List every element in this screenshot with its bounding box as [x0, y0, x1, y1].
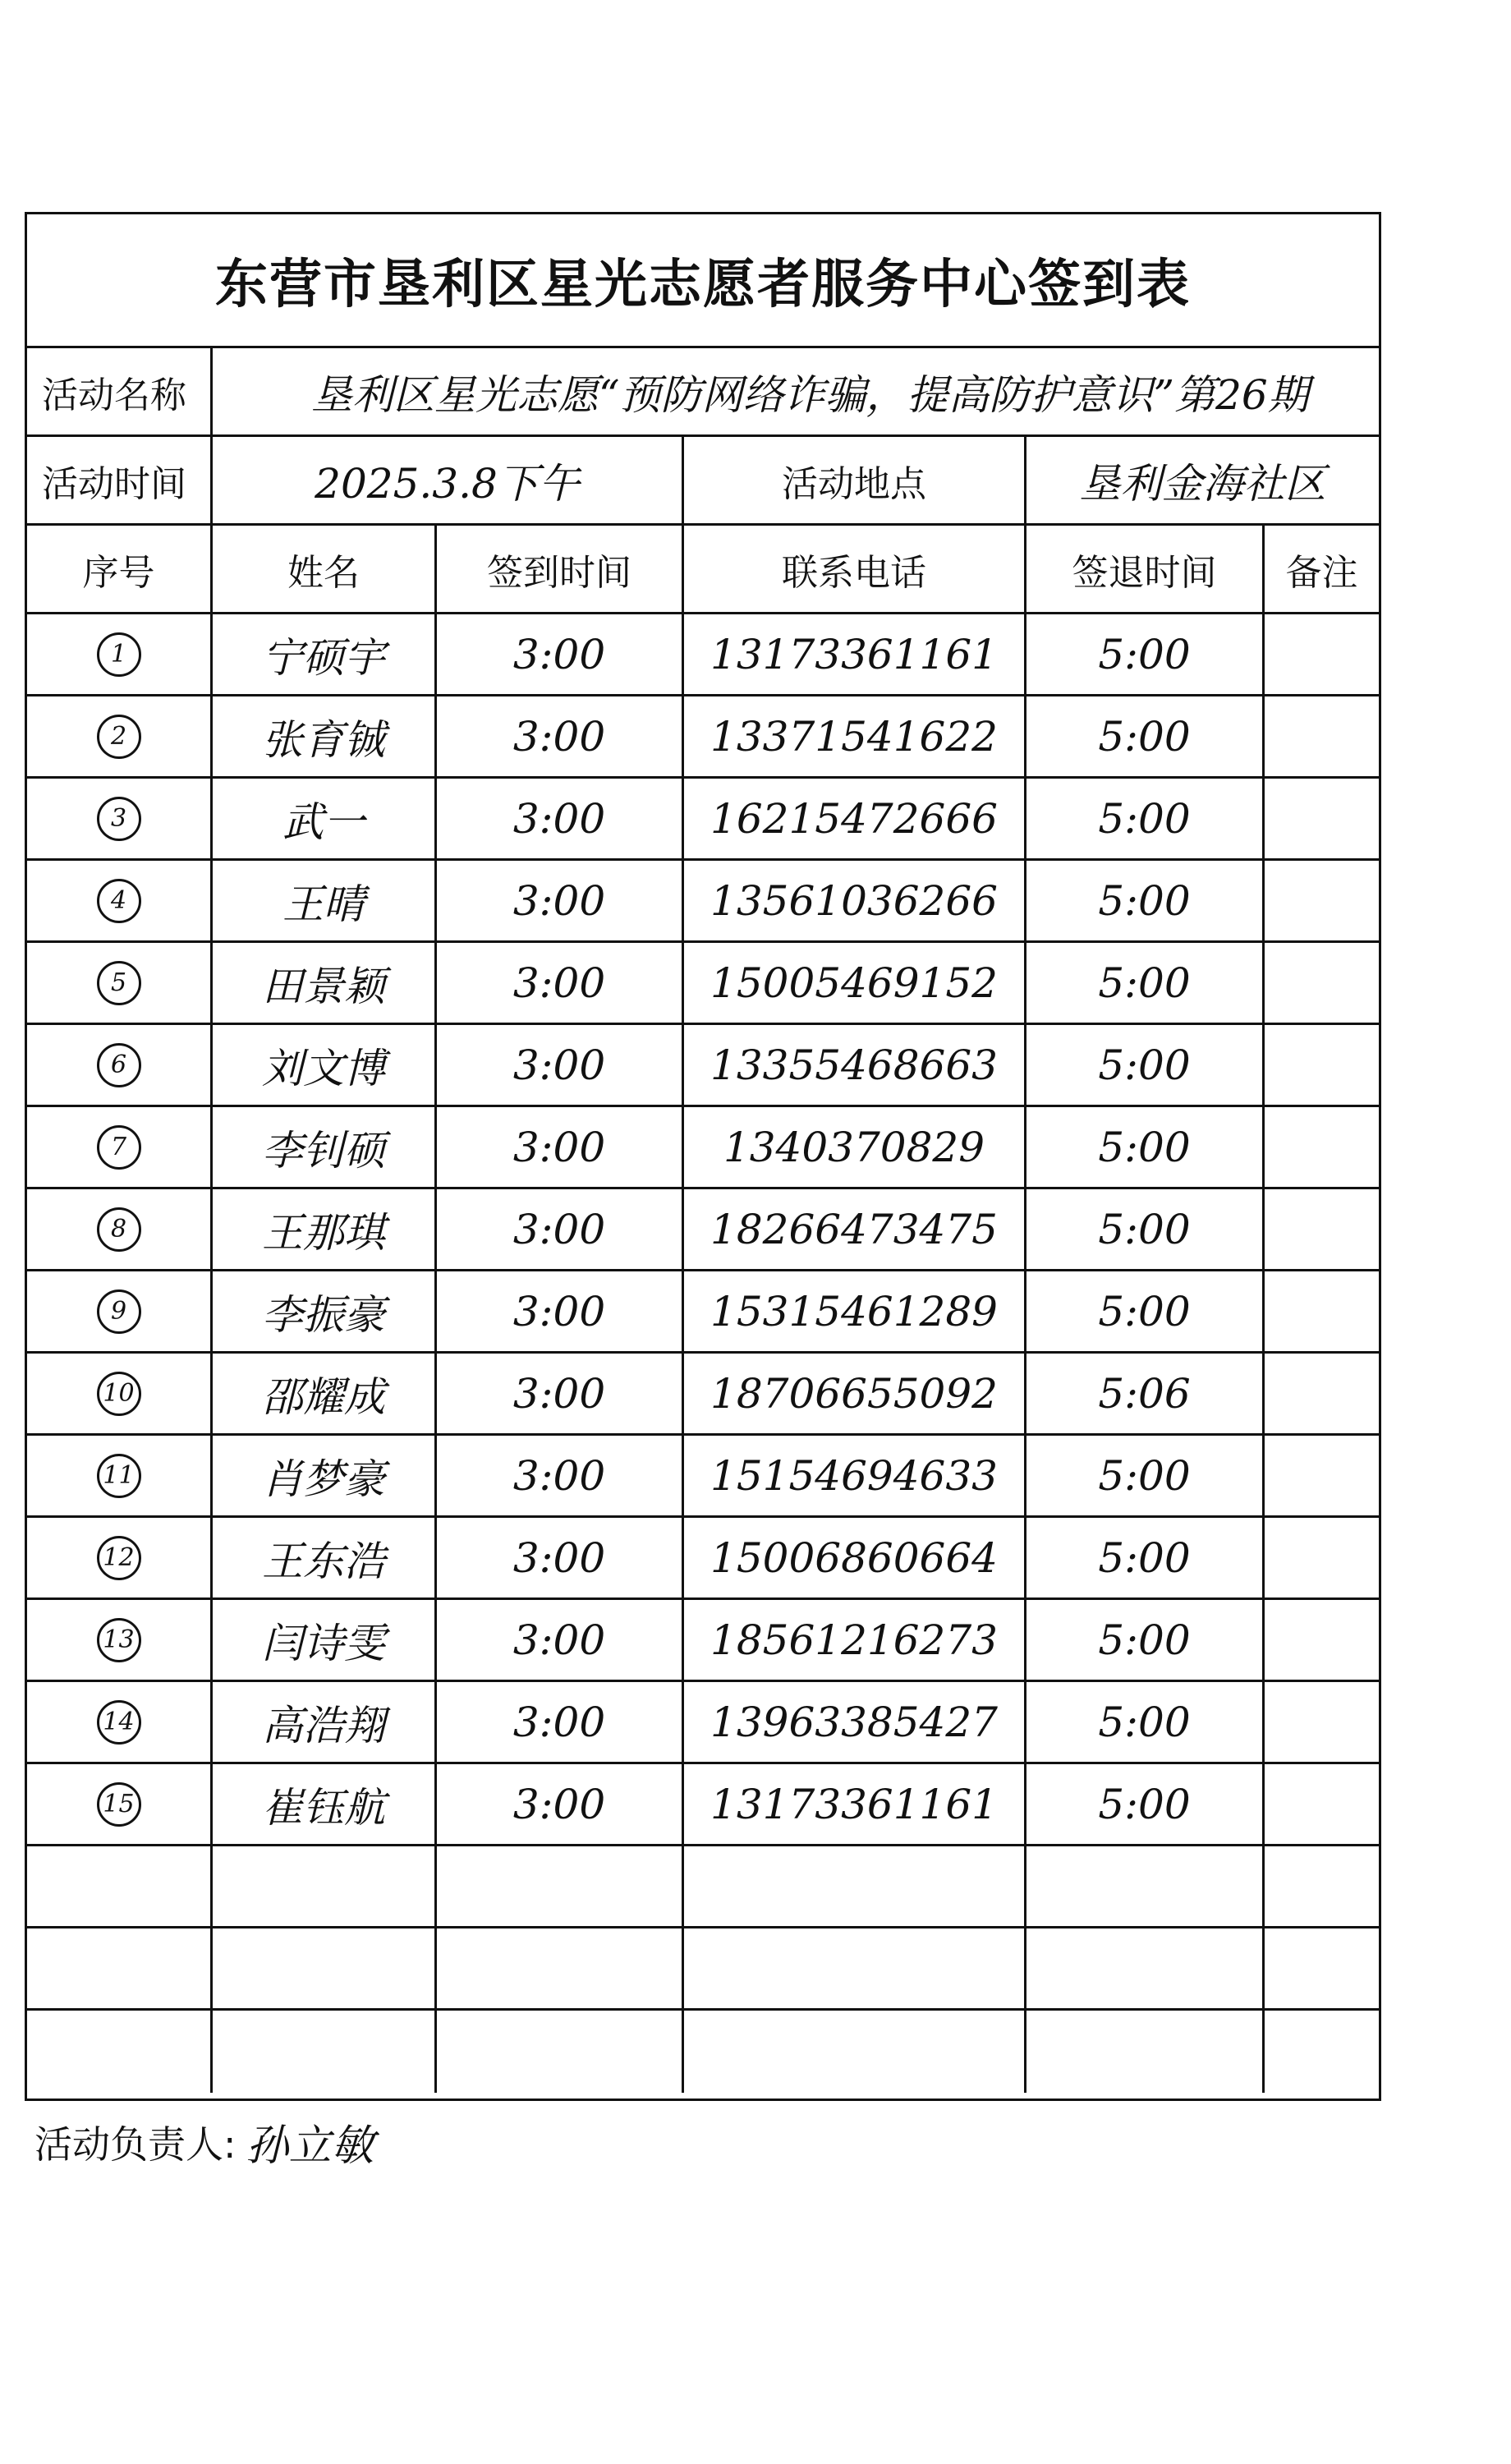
- row-phone: 18266473475: [684, 1189, 1026, 1269]
- row-name: 高浩翔: [213, 1682, 437, 1762]
- row-signout-time: 5:00: [1026, 943, 1265, 1023]
- row-note: [1265, 1764, 1379, 1844]
- row-phone: 13963385427: [684, 1682, 1026, 1762]
- row-name: 崔钰航: [213, 1764, 437, 1844]
- row-signin-time: 3:00: [437, 1518, 684, 1597]
- row-number: [27, 1600, 213, 1680]
- table-row: [27, 1107, 1379, 1189]
- row-number: [27, 2011, 213, 2093]
- row-signin-time: 3:00: [437, 943, 684, 1023]
- activity-time-value: 2025.3.8下午: [213, 437, 684, 523]
- row-number: [27, 1107, 213, 1187]
- row-number: [27, 1189, 213, 1269]
- row-signout-time: [1026, 2011, 1265, 2093]
- row-signin-time: 3:00: [437, 1436, 684, 1515]
- row-phone: 13173361161: [684, 1764, 1026, 1844]
- row-number: [27, 1025, 213, 1105]
- row-signin-time: [437, 2011, 684, 2093]
- row-name: 李钊硕: [213, 1107, 437, 1187]
- row-number: [27, 779, 213, 858]
- row-signout-time: 5:00: [1026, 861, 1265, 940]
- row-signin-time: 3:00: [437, 1025, 684, 1105]
- row-name: 王那琪: [213, 1189, 437, 1269]
- row-number: [27, 1271, 213, 1351]
- activity-time-row: [27, 437, 1379, 526]
- row-phone: 13173361161: [684, 614, 1026, 694]
- row-signout-time: 5:00: [1026, 1189, 1265, 1269]
- row-phone: 13371541622: [684, 696, 1026, 776]
- row-signin-time: 3:00: [437, 614, 684, 694]
- row-signin-time: 3:00: [437, 1354, 684, 1433]
- row-note: [1265, 2011, 1379, 2093]
- row-signout-time: 5:00: [1026, 1764, 1265, 1844]
- row-signout-time: 5:00: [1026, 696, 1265, 776]
- table-row: [27, 1928, 1379, 2011]
- row-name: 武一: [213, 779, 437, 858]
- row-signin-time: 3:00: [437, 696, 684, 776]
- row-note: [1265, 861, 1379, 940]
- row-name: [213, 2011, 437, 2093]
- row-name: 肖梦豪: [213, 1436, 437, 1515]
- row-note: [1265, 1928, 1379, 2008]
- table-row: [27, 1682, 1379, 1764]
- row-note: [1265, 1846, 1379, 1926]
- row-signout-time: 5:00: [1026, 1436, 1265, 1515]
- table-row: [27, 614, 1379, 696]
- row-number: [27, 1518, 213, 1597]
- row-signin-time: 3:00: [437, 861, 684, 940]
- row-name: [213, 1928, 437, 2008]
- row-phone: [684, 1846, 1026, 1926]
- row-note: [1265, 1600, 1379, 1680]
- row-signout-time: 5:00: [1026, 1271, 1265, 1351]
- activity-name-row: [27, 348, 1379, 437]
- row-number: [27, 614, 213, 694]
- row-number-circle: 7: [97, 1125, 141, 1170]
- row-note: [1265, 1682, 1379, 1762]
- table-row: [27, 1846, 1379, 1928]
- table-body: [27, 614, 1379, 2093]
- row-note: [1265, 1107, 1379, 1187]
- row-number-circle: 11: [97, 1454, 141, 1498]
- row-signin-time: 3:00: [437, 779, 684, 858]
- row-number: [27, 1928, 213, 2008]
- row-number-circle: 13: [97, 1618, 141, 1662]
- row-note: [1265, 1025, 1379, 1105]
- row-name: 李振豪: [213, 1271, 437, 1351]
- row-note: [1265, 1189, 1379, 1269]
- row-number: [27, 943, 213, 1023]
- footer-signature: 孙立敏: [246, 2122, 374, 2171]
- row-signin-time: [437, 1846, 684, 1926]
- row-name: 闫诗雯: [213, 1600, 437, 1680]
- row-phone: 13561036266: [684, 861, 1026, 940]
- row-number-circle: 10: [97, 1372, 141, 1416]
- activity-place-label: 活动地点: [684, 437, 1026, 523]
- row-number-circle: 9: [97, 1289, 141, 1334]
- table-row: [27, 1600, 1379, 1682]
- table-row: [27, 696, 1379, 779]
- row-number-circle: 5: [97, 961, 141, 1005]
- row-number-circle: 3: [97, 797, 141, 841]
- row-note: [1265, 1354, 1379, 1433]
- row-phone: [684, 1928, 1026, 2008]
- row-signout-time: 5:00: [1026, 1025, 1265, 1105]
- table-row: [27, 1354, 1379, 1436]
- row-number-circle: 6: [97, 1043, 141, 1087]
- col-name: 姓名: [213, 526, 437, 612]
- row-number: [27, 696, 213, 776]
- row-note: [1265, 943, 1379, 1023]
- footer-label: 活动负责人:: [34, 2122, 237, 2167]
- row-number: [27, 1354, 213, 1433]
- col-signin-time: 签到时间: [437, 526, 684, 612]
- signin-sheet: [25, 212, 1381, 2101]
- row-name: [213, 1846, 437, 1926]
- row-signout-time: 5:00: [1026, 779, 1265, 858]
- row-phone: 15154694633: [684, 1436, 1026, 1515]
- row-note: [1265, 614, 1379, 694]
- table-row: [27, 1764, 1379, 1846]
- row-phone: [684, 2011, 1026, 2093]
- row-signin-time: 3:00: [437, 1682, 684, 1762]
- row-note: [1265, 1436, 1379, 1515]
- row-signin-time: 3:00: [437, 1271, 684, 1351]
- row-signout-time: 5:00: [1026, 1518, 1265, 1597]
- col-signout-time: 签退时间: [1026, 526, 1265, 612]
- row-signout-time: 5:00: [1026, 1600, 1265, 1680]
- row-name: 刘文博: [213, 1025, 437, 1105]
- row-phone: 15005469152: [684, 943, 1026, 1023]
- table-row: [27, 1189, 1379, 1271]
- row-signout-time: 5:06: [1026, 1354, 1265, 1433]
- row-phone: 18706655092: [684, 1354, 1026, 1433]
- row-number-circle: 1: [97, 632, 141, 677]
- table-row: [27, 1436, 1379, 1518]
- table-row: [27, 1271, 1379, 1354]
- col-note: 备注: [1285, 551, 1358, 594]
- row-name: 邵耀成: [213, 1354, 437, 1433]
- row-phone: 18561216273: [684, 1600, 1026, 1680]
- row-name: 张育铖: [213, 696, 437, 776]
- table-row: [27, 943, 1379, 1025]
- row-number-circle: 14: [97, 1700, 141, 1745]
- row-number-circle: 8: [97, 1207, 141, 1252]
- table-row: [27, 1025, 1379, 1107]
- row-phone: 16215472666: [684, 779, 1026, 858]
- row-signout-time: [1026, 1928, 1265, 2008]
- activity-place-value: 垦利金海社区: [1079, 459, 1326, 508]
- row-number: [27, 1846, 213, 1926]
- row-phone: 1340370829: [684, 1107, 1026, 1187]
- row-signin-time: 3:00: [437, 1189, 684, 1269]
- row-note: [1265, 1271, 1379, 1351]
- row-note: [1265, 779, 1379, 858]
- row-name: 田景颖: [213, 943, 437, 1023]
- row-phone: 15315461289: [684, 1271, 1026, 1351]
- footer: [34, 2111, 374, 2172]
- activity-time-label: 活动时间: [27, 437, 213, 523]
- row-signin-time: [437, 1928, 684, 2008]
- row-name: 王晴: [213, 861, 437, 940]
- row-phone: 13355468663: [684, 1025, 1026, 1105]
- activity-name-label: 活动名称: [27, 348, 213, 434]
- row-signin-time: 3:00: [437, 1600, 684, 1680]
- activity-name-value: 垦利区星光志愿“预防网络诈骗，提高防护意识”第26期: [311, 370, 1309, 419]
- row-signout-time: 5:00: [1026, 1682, 1265, 1762]
- row-number: [27, 1682, 213, 1762]
- sheet-title: 东营市垦利区星光志愿者服务中心签到表: [27, 214, 1379, 348]
- col-phone: 联系电话: [684, 526, 1026, 612]
- row-note: [1265, 1518, 1379, 1597]
- col-no: 序号: [27, 526, 213, 612]
- row-phone: 15006860664: [684, 1518, 1026, 1597]
- table-row: [27, 779, 1379, 861]
- row-signout-time: 5:00: [1026, 614, 1265, 694]
- row-signin-time: 3:00: [437, 1764, 684, 1844]
- row-number: [27, 1436, 213, 1515]
- table-row: [27, 2011, 1379, 2093]
- row-number-circle: 4: [97, 879, 141, 923]
- table-row: [27, 861, 1379, 943]
- row-name: 宁硕宇: [213, 614, 437, 694]
- row-number-circle: 12: [97, 1536, 141, 1580]
- row-name: 王东浩: [213, 1518, 437, 1597]
- row-signout-time: [1026, 1846, 1265, 1926]
- row-number: [27, 861, 213, 940]
- table-header: [27, 526, 1379, 614]
- row-number: [27, 1764, 213, 1844]
- row-number-circle: 2: [97, 715, 141, 759]
- row-note: [1265, 696, 1379, 776]
- row-signin-time: 3:00: [437, 1107, 684, 1187]
- row-signout-time: 5:00: [1026, 1107, 1265, 1187]
- table-row: [27, 1518, 1379, 1600]
- row-number-circle: 15: [97, 1782, 141, 1827]
